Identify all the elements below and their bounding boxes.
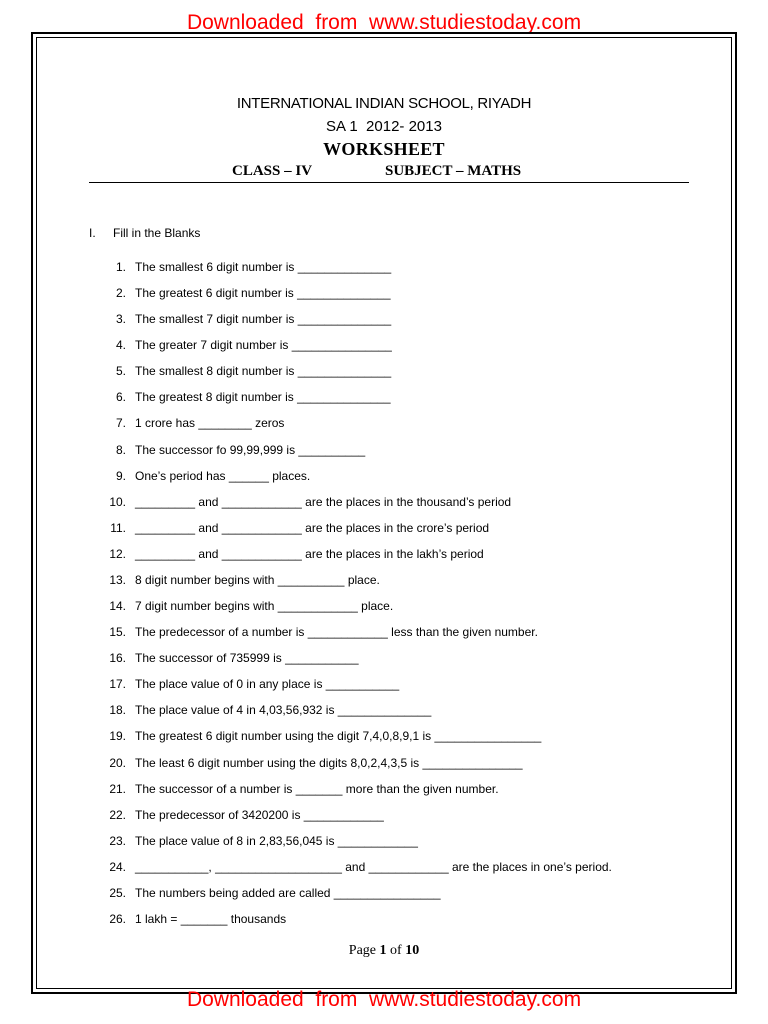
question-text: The greater 7 digit number is _______________	[135, 338, 392, 352]
document-title: WORKSHEET	[323, 139, 445, 159]
question-number: 23.	[109, 834, 126, 848]
question-number: 12.	[109, 547, 126, 561]
question-text: _________ and ____________ are the places in the crore’s period	[135, 521, 490, 535]
page-number	[0, 943, 768, 959]
question-text: One’s period has ______ places.	[135, 469, 311, 483]
question-number: 24.	[109, 860, 126, 874]
question-number: 16.	[109, 651, 126, 665]
school-name: INTERNATIONAL INDIAN SCHOOL, RIYADH	[236, 95, 532, 112]
question-text: The numbers being added are called ________________	[135, 886, 441, 900]
section-numeral: I.	[89, 226, 96, 240]
question-text: The successor of 735999 is ___________	[135, 651, 359, 665]
watermark-bottom: Downloaded from www.studiestoday.com	[186, 988, 582, 1011]
question-number: 1.	[115, 260, 126, 274]
section-title: Fill in the Blanks	[113, 226, 201, 240]
question-number: 3.	[115, 312, 126, 326]
question-number: 22.	[109, 808, 126, 822]
question-text: _________ and ____________ are the places in the thousand’s period	[135, 495, 512, 509]
question-text: The predecessor of a number is ____________ less than the given number.	[135, 625, 538, 639]
question-text: 1 lakh = _______ thousands	[135, 912, 287, 926]
question-number: 13.	[109, 573, 126, 587]
question-number: 25.	[109, 886, 126, 900]
question-text: 1 crore has ________ zeros	[135, 416, 285, 430]
question-number: 5.	[115, 364, 126, 378]
question-text: The smallest 8 digit number is ______________	[135, 364, 392, 378]
question-number: 6.	[115, 390, 126, 404]
page-total: 10	[405, 943, 420, 958]
question-number: 4.	[115, 338, 126, 352]
watermark-top: Downloaded from www.studiestoday.com	[186, 11, 582, 34]
question-text: ___________, ___________________ and ____________ are the places in one’s period.	[135, 860, 612, 874]
question-number: 14.	[109, 599, 126, 613]
question-number: 19.	[109, 729, 126, 743]
question-number: 2.	[115, 286, 126, 300]
subject-label: SUBJECT – MATHS	[385, 163, 522, 179]
question-text: The least 6 digit number using the digits 8,0,2,4,3,5 is _______________	[135, 756, 523, 770]
question-number: 9.	[115, 469, 126, 483]
page-word: Page	[348, 943, 377, 958]
question-text: The successor fo 99,99,999 is __________	[135, 443, 366, 457]
question-text: The successor of a number is _______ more than the given number.	[135, 782, 499, 796]
question-text: 7 digit number begins with ____________ place.	[135, 599, 394, 613]
question-text: 8 digit number begins with __________ place.	[135, 573, 380, 587]
question-text: The greatest 6 digit number is ______________	[135, 286, 391, 300]
question-number: 11.	[110, 521, 126, 535]
question-text: The smallest 6 digit number is ______________	[135, 260, 392, 274]
question-number: 26.	[109, 912, 126, 926]
class-label: CLASS – IV	[232, 163, 313, 179]
question-text: The smallest 7 digit number is ______________	[135, 312, 392, 326]
question-text: The place value of 0 in any place is ___________	[135, 677, 400, 691]
question-text: The greatest 6 digit number using the digit 7,4,0,8,9,1 is ________________	[135, 729, 542, 743]
question-number: 15.	[109, 625, 126, 639]
question-number: 8.	[115, 443, 126, 457]
page-current: 1	[379, 943, 387, 958]
question-number: 10.	[109, 495, 126, 509]
question-text: The greatest 8 digit number is ______________	[135, 390, 391, 404]
question-text: The predecessor of 3420200 is ____________	[135, 808, 384, 822]
question-number: 18.	[109, 703, 126, 717]
page-of-word: of	[390, 943, 402, 958]
question-number: 21.	[109, 782, 126, 796]
exam-session: SA 1 2012- 2013	[326, 118, 442, 135]
question-text: The place value of 8 in 2,83,56,045 is ____________	[135, 834, 418, 848]
question-number: 20.	[109, 756, 126, 770]
question-number: 17.	[109, 677, 126, 691]
header-divider	[89, 182, 689, 183]
question-text: The place value of 4 in 4,03,56,932 is ______________	[135, 703, 432, 717]
question-number: 7.	[115, 416, 126, 430]
question-text: _________ and ____________ are the places in the lakh’s period	[135, 547, 484, 561]
